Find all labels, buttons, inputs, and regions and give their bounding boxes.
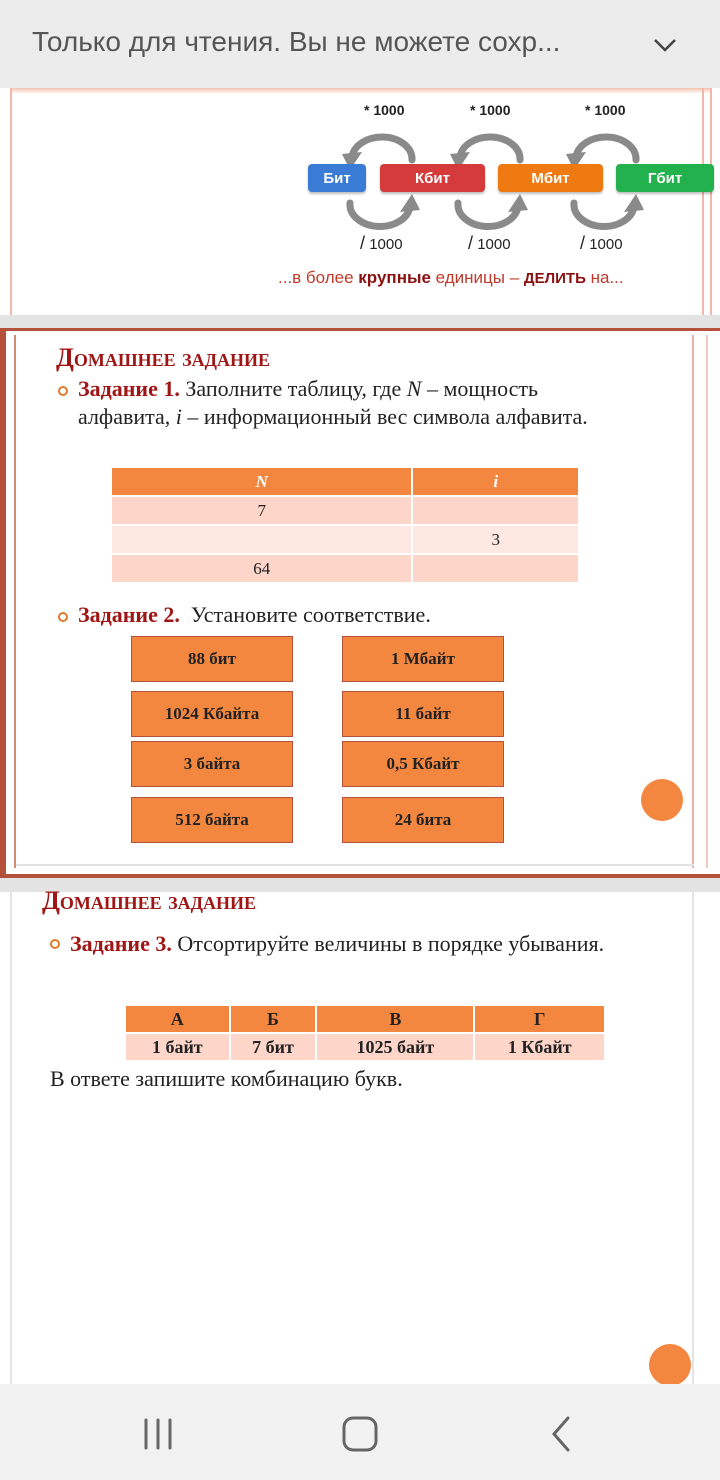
slide-inner-border bbox=[706, 335, 708, 868]
slide-homework-2 bbox=[0, 886, 720, 1384]
divisor-label: / 1000 bbox=[360, 233, 403, 253]
table-cell: 3 bbox=[412, 525, 579, 554]
multiplier-label: * 1000 bbox=[470, 102, 511, 118]
table-cell: 7 bbox=[111, 496, 412, 525]
table-cell bbox=[412, 554, 579, 583]
slide-inner-border bbox=[692, 335, 694, 868]
alphabet-table bbox=[110, 466, 580, 584]
match-right-item: 11 байт bbox=[342, 691, 504, 737]
decorative-circle-icon bbox=[641, 779, 683, 821]
read-only-banner[interactable] bbox=[0, 0, 720, 88]
divisor-label: / 1000 bbox=[580, 233, 623, 253]
unit-kbit: Кбит bbox=[380, 164, 485, 192]
table-header: N bbox=[111, 467, 412, 496]
table-cell bbox=[111, 525, 412, 554]
match-left-item: 3 байта bbox=[131, 741, 293, 787]
table-header: i bbox=[412, 467, 579, 496]
system-navigation-bar bbox=[0, 1384, 720, 1480]
home-icon[interactable] bbox=[340, 1414, 380, 1454]
table-row bbox=[111, 554, 579, 583]
answer-instruction: В ответе запишите комбинацию букв. bbox=[50, 1066, 403, 1091]
match-left-item: 1024 Кбайта bbox=[131, 691, 293, 737]
slide-inner-border bbox=[692, 892, 694, 1384]
table-row bbox=[111, 525, 579, 554]
sort-table bbox=[124, 1004, 606, 1062]
bullet-icon bbox=[58, 612, 68, 622]
table-cell: 64 bbox=[111, 554, 412, 583]
table-header: Г bbox=[474, 1005, 605, 1033]
multiplier-label: * 1000 bbox=[364, 102, 405, 118]
table-cell bbox=[412, 496, 579, 525]
table-cell: 7 бит bbox=[230, 1033, 317, 1061]
table-header: Б bbox=[230, 1005, 317, 1033]
match-right-item: 0,5 Кбайт bbox=[342, 741, 504, 787]
back-icon[interactable] bbox=[542, 1414, 582, 1454]
match-left-item: 88 бит bbox=[131, 636, 293, 682]
table-cell: 1 байт bbox=[125, 1033, 230, 1061]
slide-gap bbox=[0, 315, 720, 328]
chevron-down-icon[interactable] bbox=[650, 30, 680, 60]
task-3-text: Задание 3. Отсортируйте величины в порядке убывания. bbox=[70, 931, 605, 956]
match-right-item: 24 бита bbox=[342, 797, 504, 843]
unit-mbit: Мбит bbox=[498, 164, 603, 192]
multiplier-label: * 1000 bbox=[585, 102, 626, 118]
unit-bit: Бит bbox=[308, 164, 366, 192]
slide-title: Домашнее задание bbox=[56, 343, 271, 372]
bullet-icon bbox=[58, 386, 68, 396]
conversion-caption: ...в более крупные единицы – ДЕЛИТЬ на... bbox=[278, 268, 624, 287]
match-left-item: 512 байта bbox=[131, 797, 293, 843]
table-cell: 1 Кбайт bbox=[474, 1033, 605, 1061]
slide-title: Домашнее задание bbox=[42, 886, 257, 915]
slide-inner-border bbox=[16, 864, 694, 866]
match-right-item: 1 Мбайт bbox=[342, 636, 504, 682]
task-1-text: Задание 1. Заполните таблицу, где N – мощность алфавита, i – информационный вес символа алфавита. bbox=[78, 376, 588, 429]
slide-top-decoration bbox=[10, 88, 712, 94]
slide-inner-border bbox=[10, 892, 12, 1384]
slide-units-conversion bbox=[0, 88, 720, 315]
table-header: В bbox=[316, 1005, 474, 1033]
slide-inner-border bbox=[14, 335, 16, 868]
table-cell: 1025 байт bbox=[316, 1033, 474, 1061]
recent-apps-icon[interactable] bbox=[138, 1414, 178, 1454]
bullet-icon bbox=[50, 939, 60, 949]
table-header: А bbox=[125, 1005, 230, 1033]
slide-homework-1 bbox=[0, 328, 720, 878]
read-only-banner-text: Только для чтения. Вы не можете сохр... bbox=[32, 26, 561, 57]
slide-border-left bbox=[10, 88, 12, 315]
table-row bbox=[125, 1033, 605, 1061]
table-row bbox=[111, 496, 579, 525]
decorative-circle-icon bbox=[649, 1344, 691, 1386]
unit-gbit: Гбит bbox=[616, 164, 714, 192]
task-2-text: Задание 2. Установите соответствие. bbox=[78, 602, 431, 627]
divisor-label: / 1000 bbox=[468, 233, 511, 253]
